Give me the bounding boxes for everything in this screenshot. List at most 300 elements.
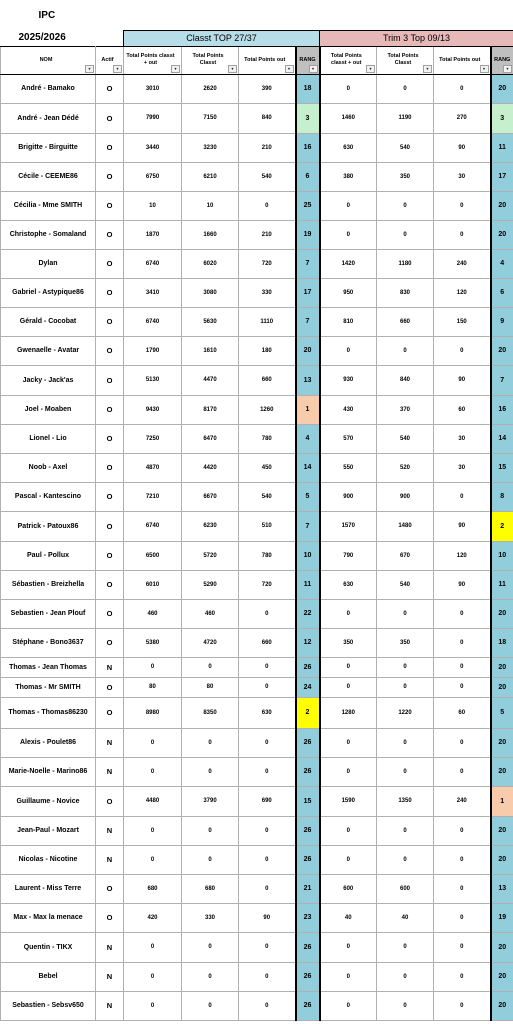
cell-trim-rang[interactable]: 20: [491, 191, 513, 220]
cell-classt-out[interactable]: 720: [239, 249, 296, 278]
cell-classt-out[interactable]: 780: [239, 424, 296, 453]
cell-trim-out[interactable]: 150: [434, 307, 491, 336]
cell-trim-classt[interactable]: 1190: [377, 103, 434, 133]
filter-dropdown-icon[interactable]: ▾: [366, 65, 375, 73]
cell-nom[interactable]: Christophe - Somaland: [1, 220, 96, 249]
cell-trim-rang[interactable]: 18: [491, 628, 513, 657]
cell-actif[interactable]: N: [96, 962, 124, 991]
cell-trim-rang[interactable]: 3: [491, 103, 513, 133]
cell-trim-total[interactable]: 570: [320, 424, 377, 453]
cell-trim-classt[interactable]: 0: [377, 599, 434, 628]
cell-trim-total[interactable]: 0: [320, 932, 377, 962]
cell-trim-total[interactable]: 0: [320, 845, 377, 874]
cell-classt-total[interactable]: 6740: [124, 249, 182, 278]
cell-classt-out[interactable]: 690: [239, 786, 296, 816]
cell-actif[interactable]: N: [96, 932, 124, 962]
cell-classt-out[interactable]: 540: [239, 482, 296, 511]
cell-nom[interactable]: Pascal - Kantescino: [1, 482, 96, 511]
cell-classt-rang[interactable]: 26: [296, 816, 320, 845]
cell-trim-out[interactable]: 30: [434, 162, 491, 191]
cell-classt-classt[interactable]: 330: [182, 903, 239, 932]
cell-trim-classt[interactable]: 0: [377, 74, 434, 103]
cell-trim-out[interactable]: 0: [434, 657, 491, 677]
cell-trim-out[interactable]: 0: [434, 874, 491, 903]
cell-classt-rang[interactable]: 7: [296, 511, 320, 541]
cell-classt-classt[interactable]: 6210: [182, 162, 239, 191]
cell-classt-classt[interactable]: 2620: [182, 74, 239, 103]
cell-actif[interactable]: O: [96, 570, 124, 599]
cell-trim-out[interactable]: 0: [434, 757, 491, 786]
cell-nom[interactable]: Jacky - Jack'as: [1, 365, 96, 395]
cell-actif[interactable]: N: [96, 991, 124, 1020]
cell-trim-rang[interactable]: 20: [491, 728, 513, 757]
cell-classt-out[interactable]: 210: [239, 220, 296, 249]
cell-trim-classt[interactable]: 0: [377, 728, 434, 757]
cell-trim-out[interactable]: 120: [434, 278, 491, 307]
cell-actif[interactable]: O: [96, 786, 124, 816]
cell-trim-rang[interactable]: 6: [491, 278, 513, 307]
cell-actif[interactable]: O: [96, 541, 124, 570]
cell-trim-out[interactable]: 270: [434, 103, 491, 133]
cell-trim-classt[interactable]: 540: [377, 133, 434, 162]
cell-classt-total[interactable]: 7990: [124, 103, 182, 133]
cell-classt-total[interactable]: 10: [124, 191, 182, 220]
cell-nom[interactable]: André - Bamako: [1, 74, 96, 103]
cell-classt-rang[interactable]: 19: [296, 220, 320, 249]
cell-trim-total[interactable]: 0: [320, 74, 377, 103]
cell-trim-classt[interactable]: 900: [377, 482, 434, 511]
cell-trim-classt[interactable]: 1480: [377, 511, 434, 541]
cell-trim-rang[interactable]: 10: [491, 541, 513, 570]
cell-trim-out[interactable]: 90: [434, 365, 491, 395]
cell-trim-out[interactable]: 90: [434, 511, 491, 541]
cell-actif[interactable]: N: [96, 816, 124, 845]
cell-classt-total[interactable]: 5130: [124, 365, 182, 395]
cell-trim-total[interactable]: 0: [320, 991, 377, 1020]
cell-trim-rang[interactable]: 20: [491, 74, 513, 103]
cell-classt-total[interactable]: 7210: [124, 482, 182, 511]
cell-classt-rang[interactable]: 10: [296, 541, 320, 570]
cell-classt-out[interactable]: 390: [239, 74, 296, 103]
cell-trim-out[interactable]: 120: [434, 541, 491, 570]
cell-actif[interactable]: O: [96, 482, 124, 511]
cell-trim-total[interactable]: 350: [320, 628, 377, 657]
cell-classt-rang[interactable]: 26: [296, 932, 320, 962]
cell-classt-total[interactable]: 6750: [124, 162, 182, 191]
cell-classt-total[interactable]: 6010: [124, 570, 182, 599]
cell-classt-total[interactable]: 6740: [124, 511, 182, 541]
cell-actif[interactable]: O: [96, 191, 124, 220]
cell-classt-classt[interactable]: 0: [182, 816, 239, 845]
cell-trim-rang[interactable]: 11: [491, 570, 513, 599]
cell-trim-classt[interactable]: 0: [377, 677, 434, 697]
cell-trim-rang[interactable]: 20: [491, 677, 513, 697]
cell-classt-rang[interactable]: 26: [296, 728, 320, 757]
cell-trim-rang[interactable]: 20: [491, 816, 513, 845]
cell-trim-out[interactable]: 0: [434, 903, 491, 932]
cell-trim-total[interactable]: 1570: [320, 511, 377, 541]
cell-nom[interactable]: Jean-Paul - Mozart: [1, 816, 96, 845]
cell-nom[interactable]: Gabriel - Astypique86: [1, 278, 96, 307]
cell-classt-rang[interactable]: 26: [296, 845, 320, 874]
cell-trim-out[interactable]: 0: [434, 816, 491, 845]
cell-trim-total[interactable]: 630: [320, 570, 377, 599]
cell-trim-rang[interactable]: 16: [491, 395, 513, 424]
cell-classt-total[interactable]: 0: [124, 728, 182, 757]
cell-trim-total[interactable]: 0: [320, 757, 377, 786]
cell-nom[interactable]: Sebastien - Jean Plouf: [1, 599, 96, 628]
cell-trim-out[interactable]: 0: [434, 482, 491, 511]
cell-trim-total[interactable]: 0: [320, 657, 377, 677]
cell-classt-classt[interactable]: 3790: [182, 786, 239, 816]
cell-classt-total[interactable]: 4480: [124, 786, 182, 816]
cell-trim-total[interactable]: 550: [320, 453, 377, 482]
cell-actif[interactable]: O: [96, 424, 124, 453]
cell-classt-total[interactable]: 4870: [124, 453, 182, 482]
cell-classt-out[interactable]: 1110: [239, 307, 296, 336]
cell-trim-total[interactable]: 0: [320, 220, 377, 249]
cell-actif[interactable]: N: [96, 657, 124, 677]
cell-nom[interactable]: Sebastien - Sebsv650: [1, 991, 96, 1020]
cell-trim-out[interactable]: 0: [434, 845, 491, 874]
cell-classt-rang[interactable]: 21: [296, 874, 320, 903]
cell-trim-total[interactable]: 380: [320, 162, 377, 191]
cell-classt-out[interactable]: 0: [239, 845, 296, 874]
cell-trim-classt[interactable]: 840: [377, 365, 434, 395]
cell-nom[interactable]: Quentin - TIKX: [1, 932, 96, 962]
cell-actif[interactable]: O: [96, 336, 124, 365]
cell-nom[interactable]: Nicolas - Nicotine: [1, 845, 96, 874]
cell-actif[interactable]: O: [96, 133, 124, 162]
cell-classt-classt[interactable]: 6470: [182, 424, 239, 453]
cell-actif[interactable]: O: [96, 74, 124, 103]
cell-classt-out[interactable]: 210: [239, 133, 296, 162]
cell-classt-classt[interactable]: 5630: [182, 307, 239, 336]
cell-actif[interactable]: O: [96, 453, 124, 482]
cell-actif[interactable]: O: [96, 162, 124, 191]
cell-classt-total[interactable]: 680: [124, 874, 182, 903]
cell-classt-total[interactable]: 0: [124, 845, 182, 874]
cell-trim-rang[interactable]: 4: [491, 249, 513, 278]
cell-classt-out[interactable]: 780: [239, 541, 296, 570]
cell-classt-total[interactable]: 0: [124, 657, 182, 677]
cell-nom[interactable]: Stéphane - Bono3637: [1, 628, 96, 657]
cell-trim-total[interactable]: 0: [320, 336, 377, 365]
cell-trim-total[interactable]: 630: [320, 133, 377, 162]
cell-actif[interactable]: O: [96, 599, 124, 628]
cell-classt-out[interactable]: 0: [239, 728, 296, 757]
cell-classt-total[interactable]: 80: [124, 677, 182, 697]
cell-trim-classt[interactable]: 600: [377, 874, 434, 903]
cell-nom[interactable]: Paul - Pollux: [1, 541, 96, 570]
cell-classt-rang[interactable]: 12: [296, 628, 320, 657]
cell-trim-rang[interactable]: 13: [491, 874, 513, 903]
cell-trim-total[interactable]: 430: [320, 395, 377, 424]
cell-classt-rang[interactable]: 23: [296, 903, 320, 932]
cell-classt-rang[interactable]: 15: [296, 786, 320, 816]
cell-nom[interactable]: Alexis - Poulet86: [1, 728, 96, 757]
cell-classt-classt[interactable]: 680: [182, 874, 239, 903]
cell-trim-classt[interactable]: 0: [377, 845, 434, 874]
cell-classt-rang[interactable]: 25: [296, 191, 320, 220]
cell-nom[interactable]: Laurent - Miss Terre: [1, 874, 96, 903]
cell-trim-rang[interactable]: 20: [491, 336, 513, 365]
cell-classt-total[interactable]: 5380: [124, 628, 182, 657]
cell-classt-classt[interactable]: 6230: [182, 511, 239, 541]
cell-classt-total[interactable]: 0: [124, 991, 182, 1020]
cell-trim-total[interactable]: 600: [320, 874, 377, 903]
cell-classt-rang[interactable]: 18: [296, 74, 320, 103]
cell-trim-rang[interactable]: 20: [491, 657, 513, 677]
cell-trim-out[interactable]: 30: [434, 453, 491, 482]
cell-nom[interactable]: Dylan: [1, 249, 96, 278]
cell-classt-classt[interactable]: 8350: [182, 697, 239, 728]
cell-trim-out[interactable]: 240: [434, 249, 491, 278]
cell-classt-total[interactable]: 0: [124, 757, 182, 786]
cell-trim-classt[interactable]: 670: [377, 541, 434, 570]
cell-classt-rang[interactable]: 26: [296, 657, 320, 677]
cell-actif[interactable]: O: [96, 511, 124, 541]
cell-classt-out[interactable]: 90: [239, 903, 296, 932]
cell-trim-classt[interactable]: 0: [377, 757, 434, 786]
cell-classt-classt[interactable]: 1610: [182, 336, 239, 365]
cell-classt-classt[interactable]: 3230: [182, 133, 239, 162]
cell-classt-out[interactable]: 0: [239, 677, 296, 697]
filter-dropdown-icon[interactable]: ▾: [85, 65, 94, 73]
cell-trim-classt[interactable]: 350: [377, 162, 434, 191]
filter-dropdown-icon[interactable]: ▾: [503, 65, 512, 73]
cell-classt-out[interactable]: 330: [239, 278, 296, 307]
cell-nom[interactable]: Thomas - Thomas86230: [1, 697, 96, 728]
cell-trim-out[interactable]: 0: [434, 74, 491, 103]
cell-classt-out[interactable]: 660: [239, 628, 296, 657]
cell-classt-rang[interactable]: 22: [296, 599, 320, 628]
filter-dropdown-icon[interactable]: ▾: [113, 65, 122, 73]
cell-trim-out[interactable]: 30: [434, 424, 491, 453]
cell-classt-rang[interactable]: 6: [296, 162, 320, 191]
cell-classt-classt[interactable]: 0: [182, 757, 239, 786]
filter-dropdown-icon[interactable]: ▾: [228, 65, 237, 73]
cell-trim-total[interactable]: 0: [320, 962, 377, 991]
cell-trim-total[interactable]: 810: [320, 307, 377, 336]
cell-actif[interactable]: O: [96, 220, 124, 249]
cell-trim-out[interactable]: 0: [434, 628, 491, 657]
cell-trim-total[interactable]: 40: [320, 903, 377, 932]
filter-dropdown-icon[interactable]: ▾: [309, 65, 318, 73]
cell-trim-classt[interactable]: 0: [377, 191, 434, 220]
cell-classt-rang[interactable]: 20: [296, 336, 320, 365]
cell-classt-out[interactable]: 540: [239, 162, 296, 191]
cell-classt-total[interactable]: 420: [124, 903, 182, 932]
cell-classt-total[interactable]: 1790: [124, 336, 182, 365]
cell-classt-out[interactable]: 0: [239, 657, 296, 677]
cell-classt-out[interactable]: 0: [239, 757, 296, 786]
cell-trim-rang[interactable]: 20: [491, 845, 513, 874]
filter-dropdown-icon[interactable]: ▾: [285, 65, 294, 73]
cell-nom[interactable]: Marie-Noelle - Marino86: [1, 757, 96, 786]
cell-actif[interactable]: O: [96, 249, 124, 278]
cell-classt-classt[interactable]: 6020: [182, 249, 239, 278]
cell-classt-classt[interactable]: 0: [182, 962, 239, 991]
cell-classt-total[interactable]: 3010: [124, 74, 182, 103]
cell-nom[interactable]: Gwenaelle - Avatar: [1, 336, 96, 365]
cell-trim-rang[interactable]: 15: [491, 453, 513, 482]
cell-classt-out[interactable]: 840: [239, 103, 296, 133]
cell-trim-rang[interactable]: 17: [491, 162, 513, 191]
cell-trim-classt[interactable]: 830: [377, 278, 434, 307]
cell-classt-total[interactable]: 8980: [124, 697, 182, 728]
cell-trim-total[interactable]: 1420: [320, 249, 377, 278]
cell-trim-classt[interactable]: 0: [377, 932, 434, 962]
cell-nom[interactable]: Max - Max la menace: [1, 903, 96, 932]
cell-classt-total[interactable]: 6500: [124, 541, 182, 570]
cell-trim-classt[interactable]: 660: [377, 307, 434, 336]
cell-trim-rang[interactable]: 9: [491, 307, 513, 336]
cell-classt-classt[interactable]: 10: [182, 191, 239, 220]
cell-trim-classt[interactable]: 350: [377, 628, 434, 657]
cell-classt-classt[interactable]: 1660: [182, 220, 239, 249]
cell-trim-total[interactable]: 0: [320, 816, 377, 845]
cell-trim-out[interactable]: 90: [434, 570, 491, 599]
cell-classt-total[interactable]: 3410: [124, 278, 182, 307]
cell-classt-classt[interactable]: 4470: [182, 365, 239, 395]
cell-classt-total[interactable]: 1870: [124, 220, 182, 249]
cell-classt-out[interactable]: 0: [239, 962, 296, 991]
cell-nom[interactable]: Lionel - Lio: [1, 424, 96, 453]
cell-trim-out[interactable]: 240: [434, 786, 491, 816]
cell-classt-rang[interactable]: 5: [296, 482, 320, 511]
cell-classt-classt[interactable]: 4720: [182, 628, 239, 657]
cell-classt-rang[interactable]: 17: [296, 278, 320, 307]
cell-classt-total[interactable]: 460: [124, 599, 182, 628]
cell-classt-rang[interactable]: 1: [296, 395, 320, 424]
cell-trim-rang[interactable]: 1: [491, 786, 513, 816]
cell-classt-total[interactable]: 9430: [124, 395, 182, 424]
cell-trim-out[interactable]: 0: [434, 191, 491, 220]
cell-actif[interactable]: O: [96, 395, 124, 424]
cell-trim-out[interactable]: 60: [434, 697, 491, 728]
cell-classt-classt[interactable]: 0: [182, 728, 239, 757]
cell-trim-classt[interactable]: 520: [377, 453, 434, 482]
cell-classt-rang[interactable]: 26: [296, 757, 320, 786]
cell-nom[interactable]: Sébastien - Breizhella: [1, 570, 96, 599]
cell-classt-rang[interactable]: 3: [296, 103, 320, 133]
cell-trim-total[interactable]: 0: [320, 677, 377, 697]
cell-trim-out[interactable]: 0: [434, 336, 491, 365]
cell-actif[interactable]: O: [96, 903, 124, 932]
cell-classt-out[interactable]: 660: [239, 365, 296, 395]
cell-trim-total[interactable]: 0: [320, 728, 377, 757]
cell-trim-classt[interactable]: 0: [377, 220, 434, 249]
cell-classt-rang[interactable]: 26: [296, 991, 320, 1020]
cell-classt-rang[interactable]: 26: [296, 962, 320, 991]
cell-trim-out[interactable]: 0: [434, 220, 491, 249]
cell-classt-classt[interactable]: 0: [182, 991, 239, 1020]
cell-trim-rang[interactable]: 14: [491, 424, 513, 453]
cell-trim-out[interactable]: 0: [434, 932, 491, 962]
cell-classt-classt[interactable]: 6670: [182, 482, 239, 511]
cell-classt-rang[interactable]: 7: [296, 249, 320, 278]
cell-nom[interactable]: André - Jean Dédé: [1, 103, 96, 133]
cell-classt-classt[interactable]: 5720: [182, 541, 239, 570]
cell-trim-total[interactable]: 1460: [320, 103, 377, 133]
cell-classt-out[interactable]: 0: [239, 191, 296, 220]
cell-classt-out[interactable]: 630: [239, 697, 296, 728]
cell-actif[interactable]: O: [96, 677, 124, 697]
filter-dropdown-icon[interactable]: ▾: [171, 65, 180, 73]
cell-trim-out[interactable]: 0: [434, 962, 491, 991]
cell-classt-classt[interactable]: 0: [182, 932, 239, 962]
cell-trim-rang[interactable]: 20: [491, 991, 513, 1020]
cell-trim-total[interactable]: 790: [320, 541, 377, 570]
cell-nom[interactable]: Cécile - CEEME86: [1, 162, 96, 191]
cell-nom[interactable]: Thomas - Mr SMITH: [1, 677, 96, 697]
cell-actif[interactable]: O: [96, 874, 124, 903]
cell-classt-classt[interactable]: 80: [182, 677, 239, 697]
cell-trim-rang[interactable]: 20: [491, 220, 513, 249]
cell-trim-rang[interactable]: 8: [491, 482, 513, 511]
cell-classt-rang[interactable]: 7: [296, 307, 320, 336]
cell-classt-classt[interactable]: 7150: [182, 103, 239, 133]
cell-classt-classt[interactable]: 8170: [182, 395, 239, 424]
cell-trim-rang[interactable]: 20: [491, 599, 513, 628]
cell-trim-classt[interactable]: 40: [377, 903, 434, 932]
cell-classt-total[interactable]: 7250: [124, 424, 182, 453]
cell-nom[interactable]: Patrick - Patoux86: [1, 511, 96, 541]
cell-classt-rang[interactable]: 24: [296, 677, 320, 697]
cell-trim-total[interactable]: 930: [320, 365, 377, 395]
cell-nom[interactable]: Brigitte - Birguitte: [1, 133, 96, 162]
cell-actif[interactable]: O: [96, 307, 124, 336]
cell-classt-rang[interactable]: 2: [296, 697, 320, 728]
filter-dropdown-icon[interactable]: ▾: [480, 65, 489, 73]
cell-trim-out[interactable]: 0: [434, 599, 491, 628]
cell-classt-rang[interactable]: 16: [296, 133, 320, 162]
cell-classt-classt[interactable]: 3080: [182, 278, 239, 307]
cell-trim-rang[interactable]: 20: [491, 757, 513, 786]
cell-nom[interactable]: Cécilia - Mme SMITH: [1, 191, 96, 220]
cell-trim-rang[interactable]: 7: [491, 365, 513, 395]
cell-actif[interactable]: O: [96, 365, 124, 395]
cell-classt-classt[interactable]: 0: [182, 845, 239, 874]
cell-trim-classt[interactable]: 1180: [377, 249, 434, 278]
filter-dropdown-icon[interactable]: ▾: [423, 65, 432, 73]
cell-trim-rang[interactable]: 2: [491, 511, 513, 541]
cell-classt-out[interactable]: 0: [239, 816, 296, 845]
cell-classt-out[interactable]: 1260: [239, 395, 296, 424]
cell-nom[interactable]: Guillaume - Novice: [1, 786, 96, 816]
cell-classt-rang[interactable]: 14: [296, 453, 320, 482]
cell-classt-rang[interactable]: 4: [296, 424, 320, 453]
cell-trim-out[interactable]: 60: [434, 395, 491, 424]
cell-trim-classt[interactable]: 0: [377, 962, 434, 991]
cell-nom[interactable]: Bebel: [1, 962, 96, 991]
cell-actif[interactable]: O: [96, 628, 124, 657]
cell-trim-rang[interactable]: 20: [491, 962, 513, 991]
cell-trim-classt[interactable]: 540: [377, 424, 434, 453]
cell-classt-out[interactable]: 0: [239, 991, 296, 1020]
cell-classt-out[interactable]: 0: [239, 932, 296, 962]
cell-trim-out[interactable]: 0: [434, 728, 491, 757]
cell-nom[interactable]: Gérald - Cocobat: [1, 307, 96, 336]
cell-classt-total[interactable]: 0: [124, 932, 182, 962]
cell-actif[interactable]: N: [96, 845, 124, 874]
cell-trim-out[interactable]: 90: [434, 133, 491, 162]
cell-nom[interactable]: Thomas - Jean Thomas: [1, 657, 96, 677]
cell-trim-total[interactable]: 950: [320, 278, 377, 307]
cell-actif[interactable]: O: [96, 103, 124, 133]
cell-actif[interactable]: N: [96, 728, 124, 757]
